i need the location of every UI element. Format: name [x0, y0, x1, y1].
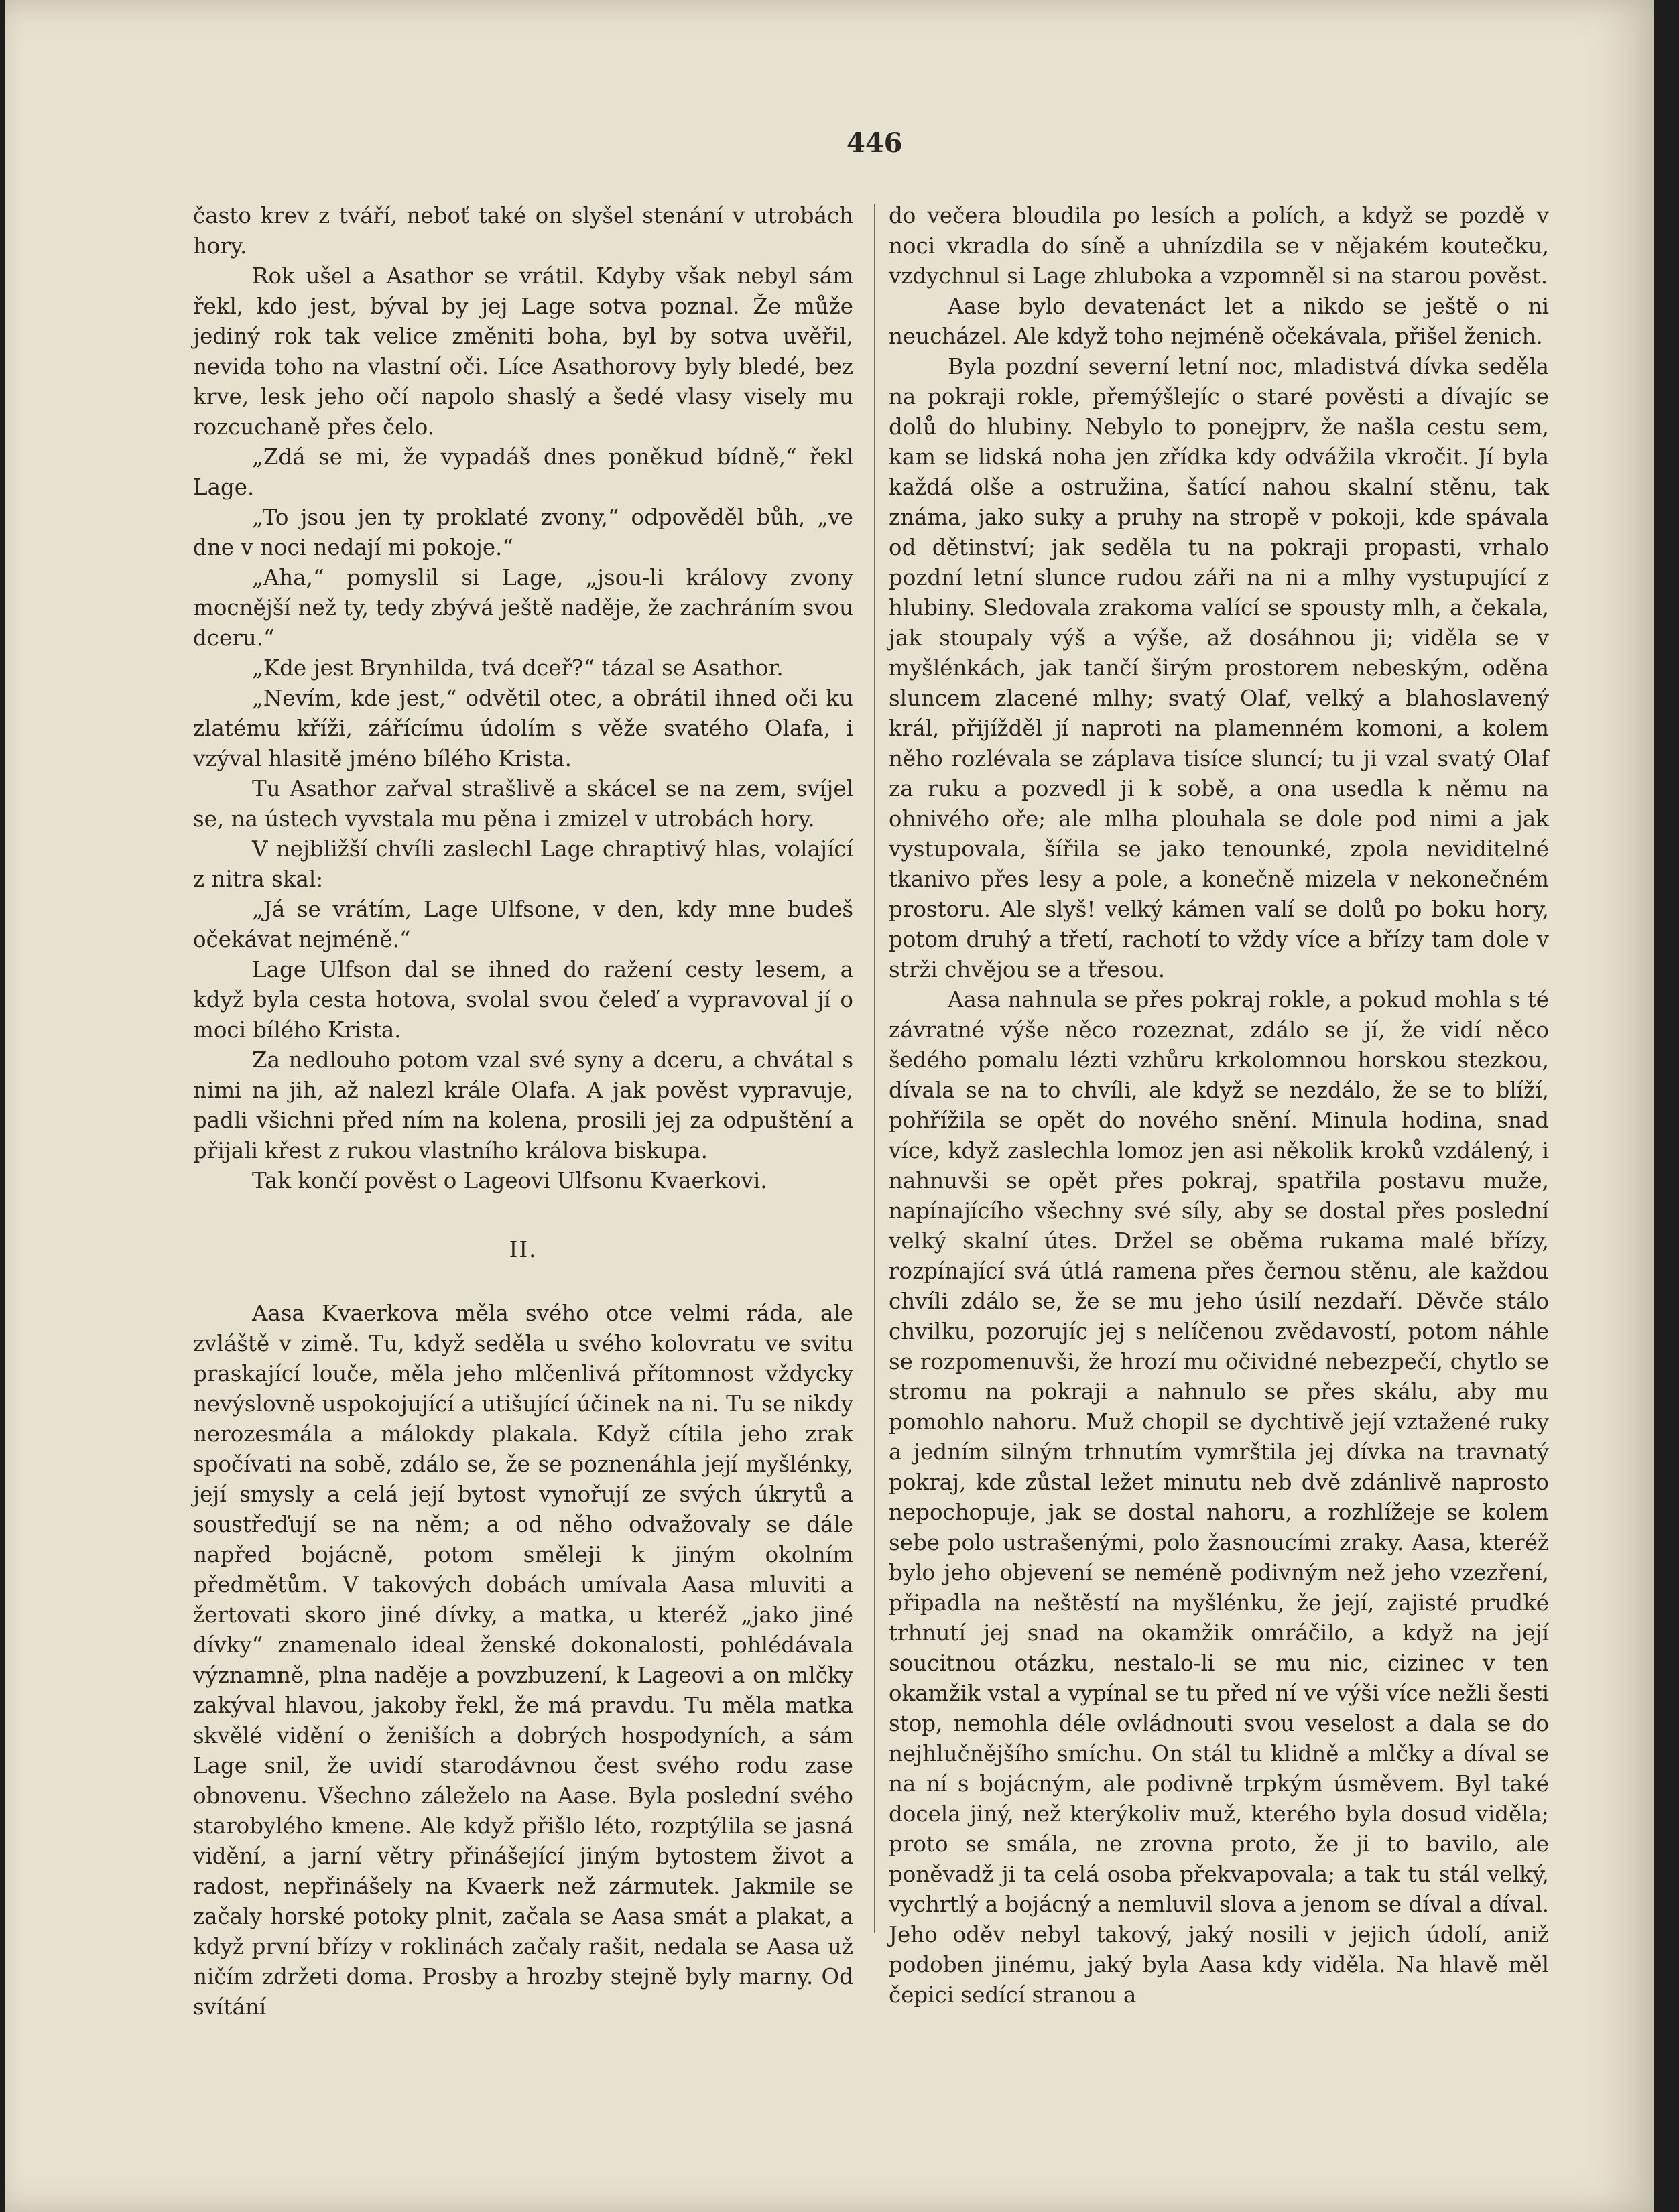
paragraph: „To jsou jen ty proklaté zvony,“ odpověděl bůh, „ve dne v noci nedají mi pokoje.“ [193, 505, 853, 560]
paragraph: „Zdá se mi, že vypadáš dnes poněkud bídně,“ řekl Lage. [193, 444, 853, 500]
right-column [889, 201, 1549, 2010]
paragraph: Aasa Kvaerkova měla svého otce velmi ráda, ale zvláště v zimě. Tu, když seděla u svého kolovratu ve svitu praskající louče, měla jeho mlčenlivá přítomnost vždycky nevýslovně uspokojující a utišující účinek na ni. Tu se nikdy nerozesmála a málokdy plakala. Když cítila jeho zrak spočívati na sobě, zdálo se, že se poznenáhla její myšlénky, její smysly a celá její bytost vynořují ze svých úkrytů a soustřeďují se na něm; a od něho odvažovaly se dále napřed bojácně, potom směleji k jiným okolním předmětům. V takových dobách umívala Aasa mluviti a žertovati skoro jiné dívky, a matka, u kteréž „jako jiné dívky“ znamenalo ideal ženské dokonalosti, pohlédávala významně, plna naděje a povzbuzení, k Lageovi a on mlčky zakýval hlavou, jakoby řekl, že má pravdu. Tu měla matka skvělé vidění o ženiších a dobrých hospodyních, a sám Lage snil, že uvidí starodávnou čest svého rodu zase obnovenu. Všechno záleželo na Aase. Byla poslední svého starobylého kmene. Ale když přišlo léto, rozptýlila se jasná vidění, a jarní větry přinášející jiným bytostem život a radost, nepřinášely na Kvaerk než zármutek. Jakmile se začaly horské potoky plnit, začala se Aasa smát a plakat, a když první břízy v roklinách začaly rašit, nedala se Aasa už ničím zdržeti doma. Prosby a hrozby stejně byly marny. Od svítání [193, 1301, 853, 2020]
book-page [5, 0, 1654, 2212]
paragraph: Za nedlouho potom vzal své syny a dceru, a chvátal s nimi na jih, až nalezl krále Olafa. A jak pověst vypravuje, padli všichni před ním na kolena, prosili jej za odpuštění a přijali křest z rukou vlastního králova biskupa. [193, 1047, 853, 1163]
paragraph: Tu Asathor zařval strašlivě a skácel se na zem, svíjel se, na ústech vyvstala mu pěna i zmizel v utrobách hory. [193, 776, 853, 832]
left-column [193, 201, 853, 2022]
paragraph: „Kde jest Brynhilda, tvá dceř?“ tázal se Asathor. [252, 655, 784, 681]
page-number: 446 [847, 127, 903, 159]
paragraph: „Aha,“ pomyslil si Lage, „jsou-li královy zvony mocnější než ty, tedy zbývá ještě naděje, že zachráním svou dceru.“ [193, 565, 853, 651]
paragraph: Byla pozdní severní letní noc, mladistvá dívka seděla na pokraji rokle, přemýšlejíc o staré pověsti a dívajíc se dolů do hlubiny. Nebylo to ponejprv, že našla cestu sem, kam se lidská noha jen zřídka kdy odvážila vkročit. Jí byla každá olše a ostružina, šatící nahou skalní stěnu, tak známa, jako suky a pruhy na stropě v pokoji, kde spávala od dětinství; jak seděla tu na pokraji propasti, vrhalo pozdní letní slunce rudou záři na ni a mlhy vystupující z hlubiny. Sledovala zrakoma valící se spousty mlh, a čekala, jak stoupaly výš a výše, až dosáhnou ji; viděla se v myšlénkách, jak tančí širým prostorem nebeským, oděna sluncem zlacené mlhy; svatý Olaf, velký a blahoslavený král, přijížděl jí naproti na plamenném komoni, a kolem něho rozlévala se záplava tisíce sluncí; tu ji vzal svatý Olaf za ruku a pozvedl ji k sobě, a ona usedla k němu na ohnivého oře; ale mlha plouhala se dole pod nimi a jak vystupovala, šířila se jako tenounké, zpola neviditelné tkanivo přes lesy a pole, a konečně mizela v nekonečném prostoru. Ale slyš! velký kámen valí se dolů po boku hory, potom druhý a třetí, rachotí to vždy více a břízy tam dole v strži chvějou se a třesou. [889, 354, 1549, 982]
paragraph: Rok ušel a Asathor se vrátil. Kdyby však nebyl sám řekl, kdo jest, býval by jej Lage sotva poznal. Že může jediný rok tak velice změniti boha, byl by sotva uvěřil, nevida toho na vlastní oči. Líce Asathorovy byly bledé, bez krve, lesk jeho očí napolo shaslý a šedé vlasy visely mu rozcuchaně přes čelo. [193, 263, 853, 440]
paragraph: často krev z tváří, neboť také on slyšel stenání v utrobách hory. [193, 203, 853, 259]
paragraph: do večera bloudila po lesích a polích, a když se pozdě v noci vkradla do síně a uhnízdila se v nějakém koutečku, vzdychnul si Lage zhluboka a vzpomněl si na starou pověst. [889, 203, 1549, 289]
paragraph: Aase bylo devatenáct let a nikdo se ještě o ni neucházel. Ale když toho nejméně očekávala, přišel ženich. [889, 294, 1549, 349]
section-heading: II. [509, 1237, 538, 1262]
paragraph: V nejbližší chvíli zaslechl Lage chraptivý hlas, volající z nitra skal: [193, 836, 853, 892]
paragraph: „Já se vrátím, Lage Ulfsone, v den, kdy mne budeš očekávat nejméně.“ [193, 897, 853, 952]
paragraph: Lage Ulfson dal se ihned do ražení cesty lesem, a když byla cesta hotova, svolal svou čeleď a vypravoval jí o moci bílého Krista. [193, 957, 853, 1043]
paragraph: „Nevím, kde jest,“ odvětil otec, a obrátil ihned oči ku zlatému kříži, zářícímu údolím s věže svatého Olafa, i vzýval hlasitě jméno bílého Krista. [193, 686, 853, 771]
paragraph: Aasa nahnula se přes pokraj rokle, a pokud mohla s té závratné výše něco rozeznat, zdálo se jí, že vidí něco šedého pomalu lézti vzhůru krkolomnou horskou stezkou, dívala se na to chvíli, ale když se nezdálo, že se to blíží, pohřížila se opět do nového snění. Minula hodina, snad více, když zaslechla lomoz jen asi několik kroků vzdálený, i nahnuvši se opět přes pokraj, spatřila postavu muže, napínajícího všechny své síly, aby se dostal přes poslední velký skalní útes. Držel se oběma rukama malé břízy, rozpínající svá útlá ramena přes černou stěnu, ale každou chvíli zdálo se, že se mu jeho úsilí nezdaří. Děvče stálo chvilku, pozorujíc jej s nelíčenou zvědavostí, potom náhle se rozpomenuvši, že hrozí mu očividné nebezpečí, chytlo se stromu na pokraji a nahnulo se přes skálu, aby mu pomohlo nahoru. Muž chopil se dychtivě její vztažené ruky a jedním silným trhnutím vymrštila jej dívka na travnatý pokraj, kde zůstal ležet minutu neb dvě zdánlivě naprosto nepochopuje, jak se dostal nahoru, a rozhlížeje se kolem sebe polo ustrašenými, polo žasnoucími zraky. Aasa, kteréž bylo jeho objevení se neméně podivným než jeho vzezření, připadla na neštěstí na myšlénku, že její, zajisté prudké trhnutí jej snad na okamžik omráčilo, a když na její soucitnou otázku, nestalo-li se mu nic, cizinec v ten okamžik vstal a vypínal se tu před ní ve výši více nežli šesti stop, nemohla déle ovládnouti svou veselost a dala se do nejhlučnějšího smíchu. On stál tu klidně a mlčky a díval se na ní s bojácným, ale podivně trpkým úsměvem. Byl také docela jiný, než kterýkoliv muž, kterého byla dosud viděla; proto se smála, ne zrovna proto, že ji to bavilo, ale poněvadž ji ta celá osoba překvapovala; a tak tu stál velký, vychrtlý a bojácný a nemluvil slova a jenom se díval a díval. Jeho oděv nebyl takový, jaký nosili v jejich údolí, aniž podoben jinému, jaký byla Aasa kdy viděla. Na hlavě měl čepici sedící stranou a [889, 987, 1549, 2008]
closing-line: Tak končí pověst o Lageovi Ulfsonu Kvaerkovi. [252, 1168, 767, 1193]
column-divider [874, 204, 875, 1933]
